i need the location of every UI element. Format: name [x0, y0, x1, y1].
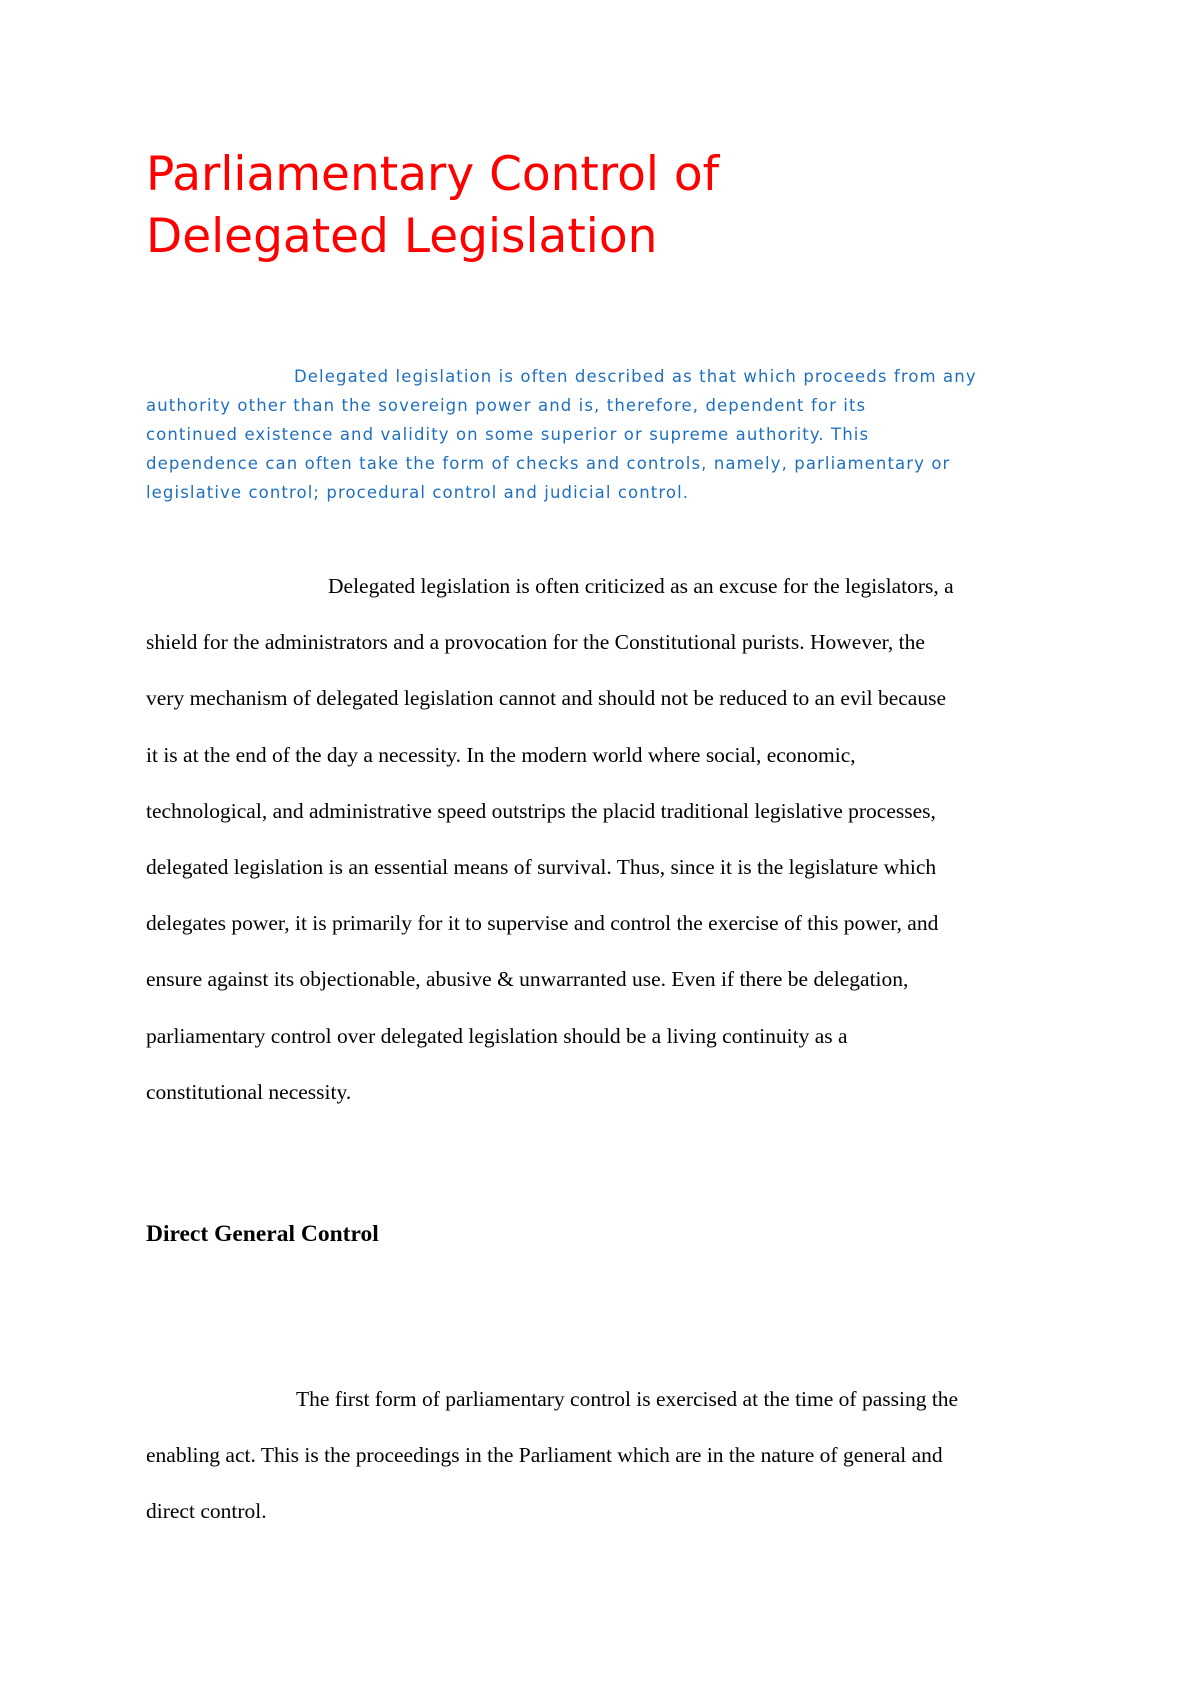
body-line: parliamentary control over delegated legislation should be a living continuity as a [146, 1023, 848, 1048]
abstract-line: dependence can often take the form of checks and controls, namely, parliamentary or [146, 454, 951, 473]
document-title [146, 144, 1096, 268]
abstract-line: continued existence and validity on some superior or supreme authority. This [146, 425, 870, 444]
body-line: very mechanism of delegated legislation cannot and should not be reduced to an evil because [146, 686, 947, 711]
abstract-line: authority other than the sovereign power and is, therefore, dependent for its [146, 396, 867, 415]
body-line: Delegated legislation is often criticized as an excuse for the legislators, a [328, 574, 954, 598]
body-line: ensure against its objectionable, abusive & unwarranted use. Even if there be delegation, [146, 967, 909, 992]
abstract-line: Delegated legislation is often described as that which proceeds from any [294, 367, 977, 386]
body-line: direct control. [146, 1499, 267, 1524]
body-line: technological, and administrative speed outstrips the placid traditional legislative processes, [146, 798, 936, 823]
body-paragraph-intro [146, 558, 1076, 1120]
body-line: The first form of parliamentary control is exercised at the time of passing the [296, 1387, 959, 1411]
body-line: shield for the administrators and a provocation for the Constitutional purists. However, the [146, 630, 925, 655]
body-line: it is at the end of the day a necessity. In the modern world where social, economic, [146, 742, 856, 767]
title-line: Delegated Legislation [146, 209, 658, 264]
body-line: delegated legislation is an essential means of survival. Thus, since it is the legislature which [146, 855, 937, 880]
body-line: constitutional necessity. [146, 1079, 352, 1104]
abstract-paragraph [146, 362, 1066, 507]
body-line: delegates power, it is primarily for it to supervise and control the exercise of this power, and [146, 911, 939, 936]
abstract-line: legislative control; procedural control and judicial control. [146, 483, 690, 502]
section-heading: Direct General Control [146, 1221, 379, 1247]
body-line: enabling act. This is the proceedings in the Parliament which are in the nature of general and [146, 1443, 943, 1468]
body-paragraph-direct-control [146, 1371, 1076, 1540]
title-line: Parliamentary Control of [146, 147, 720, 202]
